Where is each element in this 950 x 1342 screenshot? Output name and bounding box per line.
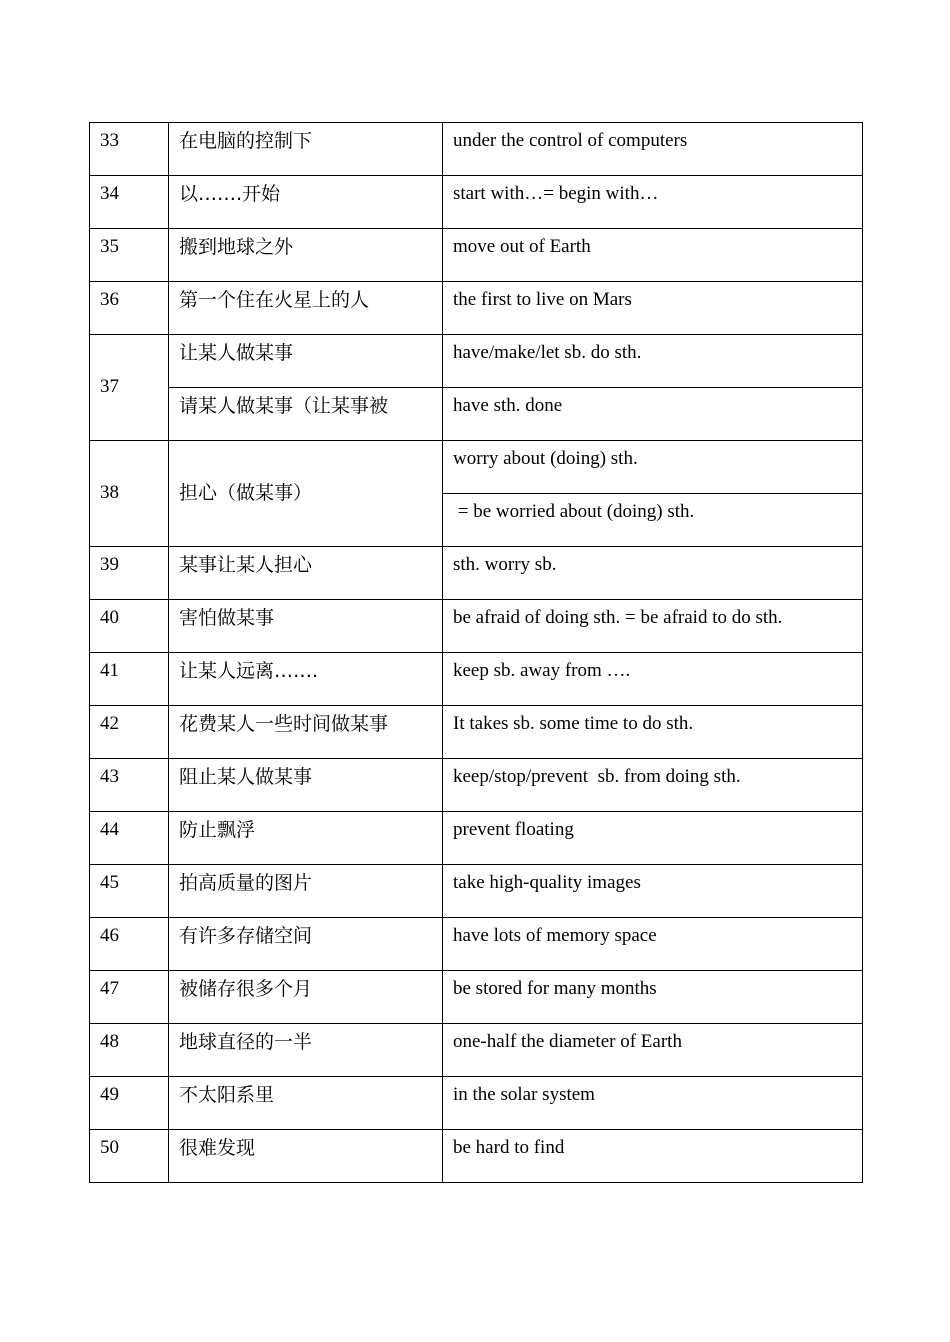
english-phrase: take high-quality images — [453, 872, 641, 893]
table-row — [90, 282, 863, 335]
chinese-phrase: 第一个住在火星上的人 — [179, 289, 370, 311]
english-phrase: the first to live on Mars — [453, 289, 632, 310]
row-number: 42 — [100, 713, 119, 734]
chinese-phrase-cell — [169, 600, 443, 653]
chinese-phrase: 防止飘浮 — [179, 819, 256, 841]
english-phrase-cell — [443, 176, 863, 229]
row-number: 40 — [100, 607, 119, 628]
english-phrase: keep/stop/prevent sb. from doing sth. — [453, 766, 741, 787]
table-row — [90, 123, 863, 176]
row-number-cell — [90, 1077, 169, 1130]
english-phrase-cell — [443, 971, 863, 1024]
english-phrase: be hard to find — [453, 1137, 565, 1158]
row-number: 39 — [100, 554, 119, 575]
chinese-phrase-cell — [169, 229, 443, 282]
table-row — [90, 1130, 863, 1183]
chinese-phrase: 很难发现 — [179, 1137, 256, 1159]
row-number: 49 — [100, 1084, 119, 1105]
english-phrase: have lots of memory space — [453, 925, 657, 946]
english-phrase-cell — [443, 812, 863, 865]
row-number: 46 — [100, 925, 119, 946]
table-row — [90, 812, 863, 865]
table-row — [90, 335, 863, 388]
row-number: 41 — [100, 660, 119, 681]
table-row — [90, 653, 863, 706]
table-row — [90, 176, 863, 229]
row-number: 48 — [100, 1031, 119, 1052]
row-number-cell — [90, 812, 169, 865]
table-row — [90, 441, 863, 494]
english-phrase: = be worried about (doing) sth. — [453, 501, 695, 522]
chinese-phrase-cell — [169, 335, 443, 388]
chinese-phrase: 有许多存储空间 — [179, 925, 313, 947]
chinese-phrase: 花费某人一些时间做某事 — [179, 713, 389, 735]
row-number-cell — [90, 547, 169, 600]
chinese-phrase-cell — [169, 812, 443, 865]
chinese-phrase: 请某人做某事（让某事被 — [179, 395, 389, 417]
english-phrase: one-half the diameter of Earth — [453, 1031, 682, 1052]
chinese-phrase: 以…….开始 — [179, 183, 281, 205]
row-number: 44 — [100, 819, 119, 840]
row-number: 35 — [100, 236, 119, 257]
vocabulary-table — [89, 122, 863, 1183]
english-phrase-cell — [443, 706, 863, 759]
english-phrase: be afraid of doing sth. = be afraid to do sth. — [453, 607, 783, 628]
chinese-phrase: 害怕做某事 — [179, 607, 275, 629]
english-phrase: under the control of computers — [453, 130, 688, 151]
row-number: 34 — [100, 183, 119, 204]
row-number-cell — [90, 123, 169, 176]
english-phrase-cell — [443, 388, 863, 441]
row-number: 37 — [100, 376, 119, 398]
english-phrase: have/make/let sb. do sth. — [453, 342, 642, 363]
chinese-phrase: 让某人做某事 — [179, 342, 294, 364]
english-phrase: have sth. done — [453, 395, 563, 416]
english-phrase: start with…= begin with… — [453, 183, 659, 204]
english-phrase: worry about (doing) sth. — [453, 448, 638, 469]
row-number: 50 — [100, 1137, 119, 1158]
english-phrase-cell — [443, 1130, 863, 1183]
row-number-cell — [90, 282, 169, 335]
table-row — [90, 547, 863, 600]
english-phrase: in the solar system — [453, 1084, 595, 1105]
row-number-cell — [90, 865, 169, 918]
row-number-cell — [90, 1024, 169, 1077]
row-number-cell — [90, 759, 169, 812]
english-phrase-cell — [443, 494, 863, 547]
row-number: 38 — [100, 482, 119, 504]
english-phrase-cell — [443, 1077, 863, 1130]
english-phrase-cell — [443, 759, 863, 812]
chinese-phrase: 在电脑的控制下 — [179, 130, 313, 152]
row-number: 36 — [100, 289, 119, 310]
row-number-cell — [90, 706, 169, 759]
chinese-phrase-cell — [169, 1024, 443, 1077]
chinese-phrase-cell — [169, 706, 443, 759]
chinese-phrase-cell — [169, 653, 443, 706]
chinese-phrase-cell — [169, 441, 443, 547]
chinese-phrase-cell — [169, 282, 443, 335]
row-number: 47 — [100, 978, 119, 999]
chinese-phrase: 某事让某人担心 — [179, 554, 313, 576]
table-row — [90, 918, 863, 971]
row-number-cell — [90, 176, 169, 229]
chinese-phrase-cell — [169, 123, 443, 176]
row-number-cell — [90, 600, 169, 653]
english-phrase-cell — [443, 282, 863, 335]
table-row — [90, 759, 863, 812]
chinese-phrase-cell — [169, 176, 443, 229]
row-number: 45 — [100, 872, 119, 893]
table-row — [90, 971, 863, 1024]
chinese-phrase: 地球直径的一半 — [179, 1031, 313, 1053]
table-row — [90, 388, 863, 441]
english-phrase-cell — [443, 229, 863, 282]
row-number: 43 — [100, 766, 119, 787]
chinese-phrase-cell — [169, 918, 443, 971]
english-phrase-cell — [443, 335, 863, 388]
row-number-cell — [90, 918, 169, 971]
chinese-phrase: 不太阳系里 — [179, 1084, 275, 1106]
chinese-phrase-cell — [169, 865, 443, 918]
english-phrase: sth. worry sb. — [453, 554, 557, 575]
english-phrase-cell — [443, 547, 863, 600]
english-phrase-cell — [443, 653, 863, 706]
english-phrase: be stored for many months — [453, 978, 657, 999]
chinese-phrase-cell — [169, 759, 443, 812]
english-phrase-cell — [443, 865, 863, 918]
row-number-cell — [90, 335, 169, 441]
english-phrase: move out of Earth — [453, 236, 591, 257]
english-phrase: prevent floating — [453, 819, 574, 840]
chinese-phrase: 拍高质量的图片 — [179, 872, 313, 894]
row-number-cell — [90, 971, 169, 1024]
chinese-phrase: 担心（做某事） — [179, 482, 313, 505]
table-row — [90, 865, 863, 918]
english-phrase: keep sb. away from …. — [453, 660, 631, 681]
chinese-phrase-cell — [169, 971, 443, 1024]
chinese-phrase-cell — [169, 388, 443, 441]
chinese-phrase-cell — [169, 1077, 443, 1130]
chinese-phrase-cell — [169, 547, 443, 600]
chinese-phrase: 让某人远离……. — [179, 660, 319, 682]
row-number-cell — [90, 229, 169, 282]
english-phrase-cell — [443, 1024, 863, 1077]
chinese-phrase-cell — [169, 1130, 443, 1183]
english-phrase-cell — [443, 441, 863, 494]
table-row — [90, 600, 863, 653]
chinese-phrase: 搬到地球之外 — [179, 236, 294, 258]
table-row — [90, 706, 863, 759]
row-number-cell — [90, 653, 169, 706]
table-row — [90, 1077, 863, 1130]
table-row — [90, 229, 863, 282]
table-row — [90, 1024, 863, 1077]
row-number-cell — [90, 1130, 169, 1183]
english-phrase-cell — [443, 600, 863, 653]
chinese-phrase: 被储存很多个月 — [179, 978, 313, 1000]
english-phrase-cell — [443, 123, 863, 176]
english-phrase-cell — [443, 918, 863, 971]
chinese-phrase: 阻止某人做某事 — [179, 766, 313, 788]
row-number-cell — [90, 441, 169, 547]
english-phrase: It takes sb. some time to do sth. — [453, 713, 694, 734]
row-number: 33 — [100, 130, 119, 151]
